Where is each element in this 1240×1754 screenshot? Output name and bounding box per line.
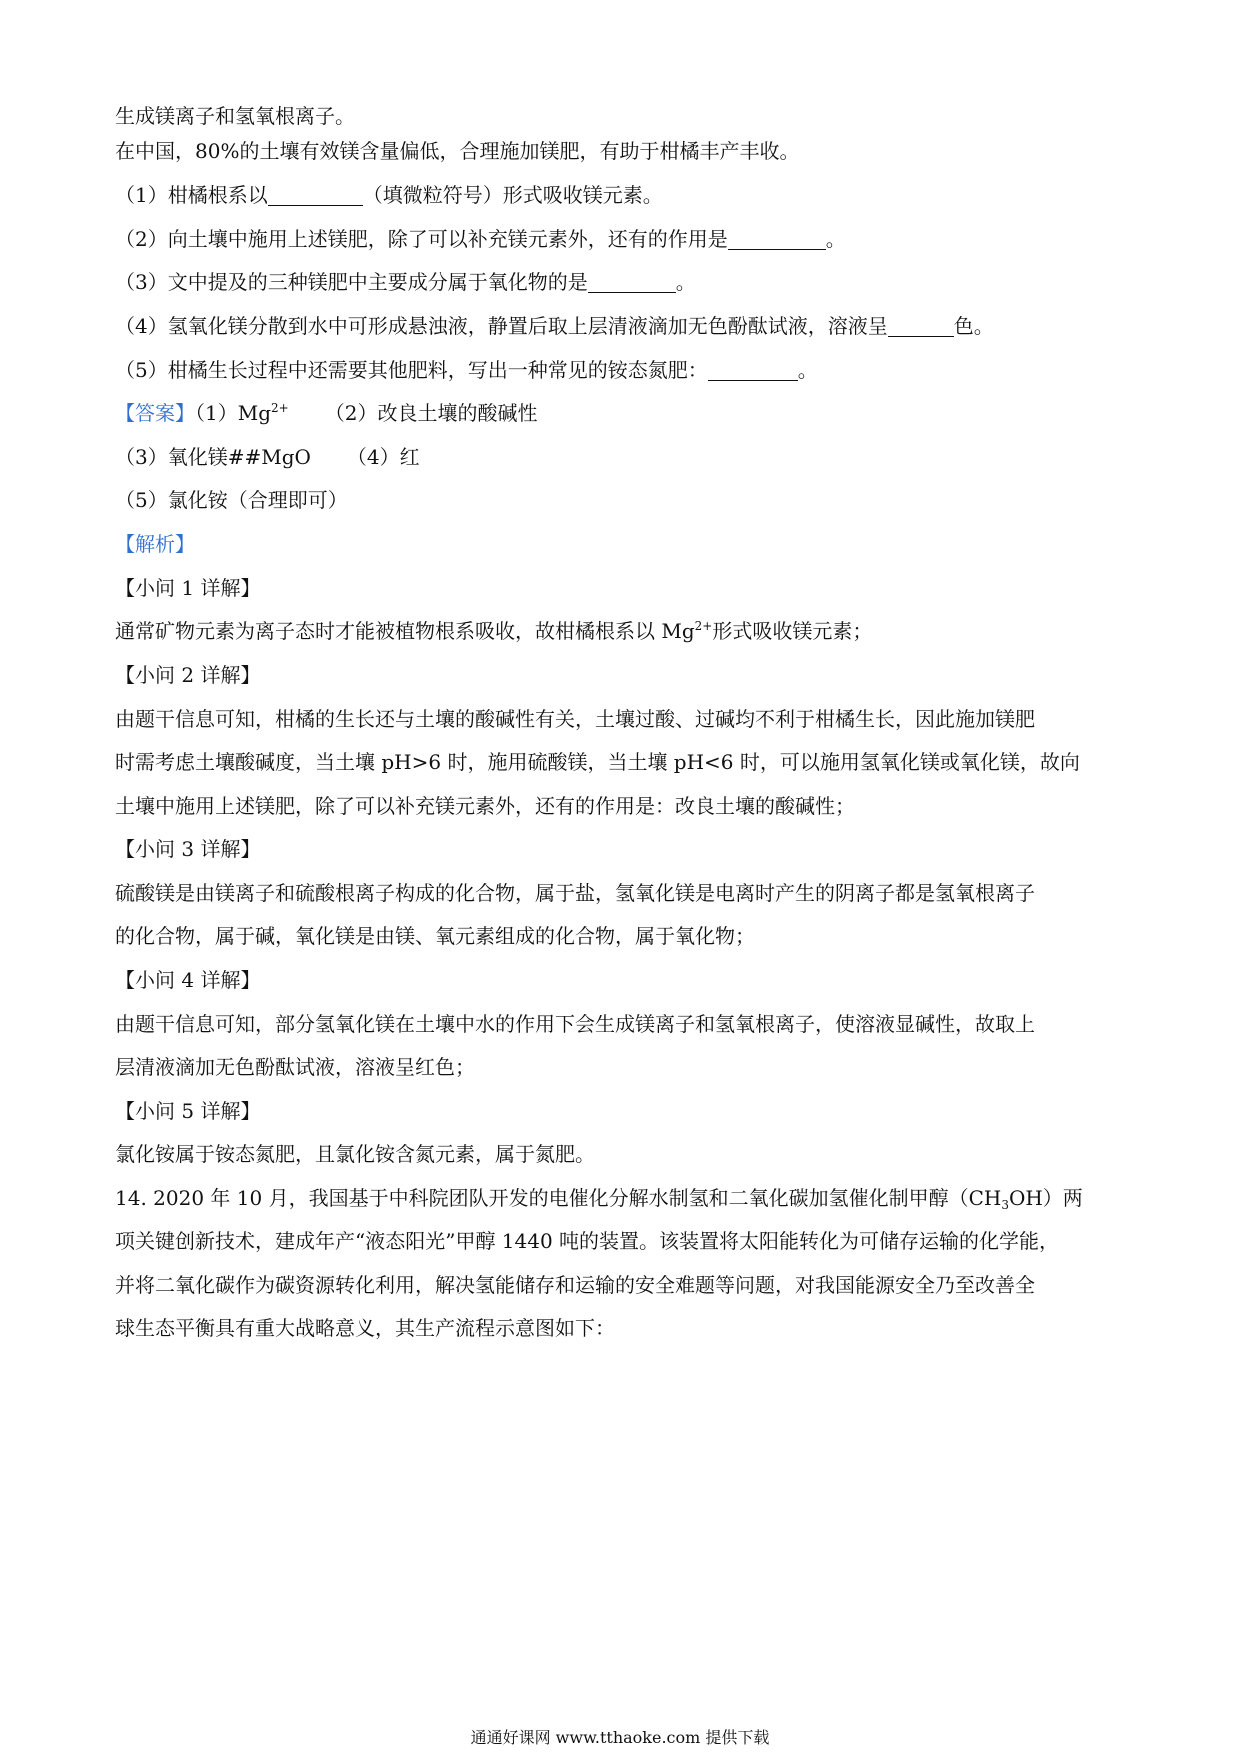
subquestion-3-heading: 【小问 3 详解】 (115, 837, 261, 861)
question-14-line-1 (115, 1184, 1125, 1212)
subquestion-1-heading: 【小问 1 详解】 (115, 576, 261, 600)
analysis-2-line-3: 土壤中施用上述镁肥，除了可以补充镁元素外，还有的作用是：改良土壤的酸碱性； (115, 794, 855, 818)
subquestion-5-heading: 【小问 5 详解】 (115, 1099, 261, 1123)
analysis-3-line-2: 的化合物，属于碱，氧化镁是由镁、氧元素组成的化合物，属于氧化物； (115, 924, 755, 948)
answer-1 (195, 401, 289, 425)
analysis-2-line-2: 时需考虑土壤酸碱度，当土壤 pH>6 时，施用硫酸镁，当土壤 pH<6 时，可以施用氢氧化镁或氧化镁，故向 (115, 750, 1080, 774)
answer-4: （4）红 (346, 445, 420, 469)
question-3-text: （3）文中提及的三种镁肥中主要成分属于氧化物的是 (115, 270, 588, 294)
analysis-1-suffix: 形式吸收镁元素； (712, 619, 873, 643)
subquestion-4-heading: 【小问 4 详解】 (115, 968, 261, 992)
question-3 (115, 268, 1125, 296)
answer-line-2 (115, 443, 1125, 471)
question-1-suffix: （填微粒符号）形式吸收镁元素。 (362, 183, 663, 207)
question-2 (115, 225, 1125, 253)
analysis-label: 【解析】 (115, 532, 195, 556)
answer-blank-4[interactable] (888, 316, 954, 337)
question-14-line-4: 球生态平衡具有重大战略意义，其生产流程示意图如下： (115, 1316, 615, 1340)
answer-blank-2[interactable] (728, 229, 826, 250)
intro-line-1: 生成镁离子和氢氧根离子。 (115, 104, 355, 128)
subquestion-2-heading: 【小问 2 详解】 (115, 663, 261, 687)
question-4-suffix: 色。 (953, 314, 994, 338)
answer-line-1 (115, 399, 1125, 427)
question-1 (115, 181, 1125, 209)
question-2-text: （2）向土壤中施用上述镁肥，除了可以补充镁元素外，还有的作用是 (115, 227, 728, 251)
question-14-suffix: OH）两 (1008, 1186, 1083, 1210)
question-5 (115, 356, 1125, 384)
answer-label: 【答案】 (115, 401, 195, 425)
answer-blank-5[interactable] (708, 360, 798, 381)
analysis-5: 氯化铵属于铵态氮肥，且氯化铵含氮元素，属于氮肥。 (115, 1142, 595, 1166)
methanol-subscript: 3 (1001, 1198, 1009, 1212)
analysis-3-line-1: 硫酸镁是由镁离子和硫酸根离子构成的化合物，属于盐，氢氧化镁是电离时产生的阴离子都是氢氧根离子 (115, 881, 1035, 905)
analysis-1-text: 通常矿物元素为离子态时才能被植物根系吸收，故柑橘根系以 Mg (115, 619, 695, 643)
question-5-suffix: 。 (797, 358, 818, 382)
analysis-1-charge: 2+ (694, 619, 713, 633)
analysis-2-line-1: 由题干信息可知，柑橘的生长还与土壤的酸碱性有关，土壤过酸、过碱均不利于柑橘生长，因此施加镁肥 (115, 707, 1035, 731)
analysis-1 (115, 617, 1125, 645)
analysis-4-line-1: 由题干信息可知，部分氢氧化镁在土壤中水的作用下会生成镁离子和氢氧根离子，使溶液显碱性，故取上 (115, 1012, 1035, 1036)
analysis-4-line-2: 层清液滴加无色酚酞试液，溶液呈红色； (115, 1055, 475, 1079)
question-4 (115, 312, 1125, 340)
question-14-line-3: 并将二氧化碳作为碳资源转化利用，解决氢能储存和运输的安全难题等问题，对我国能源安全乃至改善全 (115, 1273, 1035, 1297)
footer-source: 通通好课网 www.tthaoke.com 提供下载 (470, 1728, 770, 1747)
answer-5: （5）氯化铵（合理即可） (115, 488, 348, 512)
question-2-suffix: 。 (825, 227, 846, 251)
answer-blank-1[interactable] (268, 185, 363, 206)
question-14-line-2: 项关键创新技术，建成年产“液态阳光”甲醇 1440 吨的装置。该装置将太阳能转化为可储存运输的化学能， (115, 1229, 1060, 1253)
question-3-suffix: 。 (675, 270, 696, 294)
question-1-text: （1）柑橘根系以 (115, 183, 268, 207)
answer-blank-3[interactable] (588, 272, 676, 293)
question-4-text: （4）氢氧化镁分散到水中可形成悬浊液，静置后取上层清液滴加无色酚酞试液，溶液呈 (115, 314, 888, 338)
answer-2: （2）改良土壤的酸碱性 (324, 401, 538, 425)
answer-3: （3）氧化镁##MgO (115, 445, 311, 469)
answer-1-text: （1）Mg (195, 401, 272, 425)
intro-line-2: 在中国，80%的土壤有效镁含量偏低，合理施加镁肥，有助于柑橘丰产丰收。 (115, 139, 800, 163)
answer-1-charge: 2+ (271, 401, 289, 415)
question-5-text: （5）柑橘生长过程中还需要其他肥料，写出一种常见的铵态氮肥： (115, 358, 708, 382)
question-14-text: 14. 2020 年 10 月，我国基于中科院团队开发的电催化分解水制氢和二氧化碳加氢催化制甲醇（CH (115, 1186, 1002, 1210)
